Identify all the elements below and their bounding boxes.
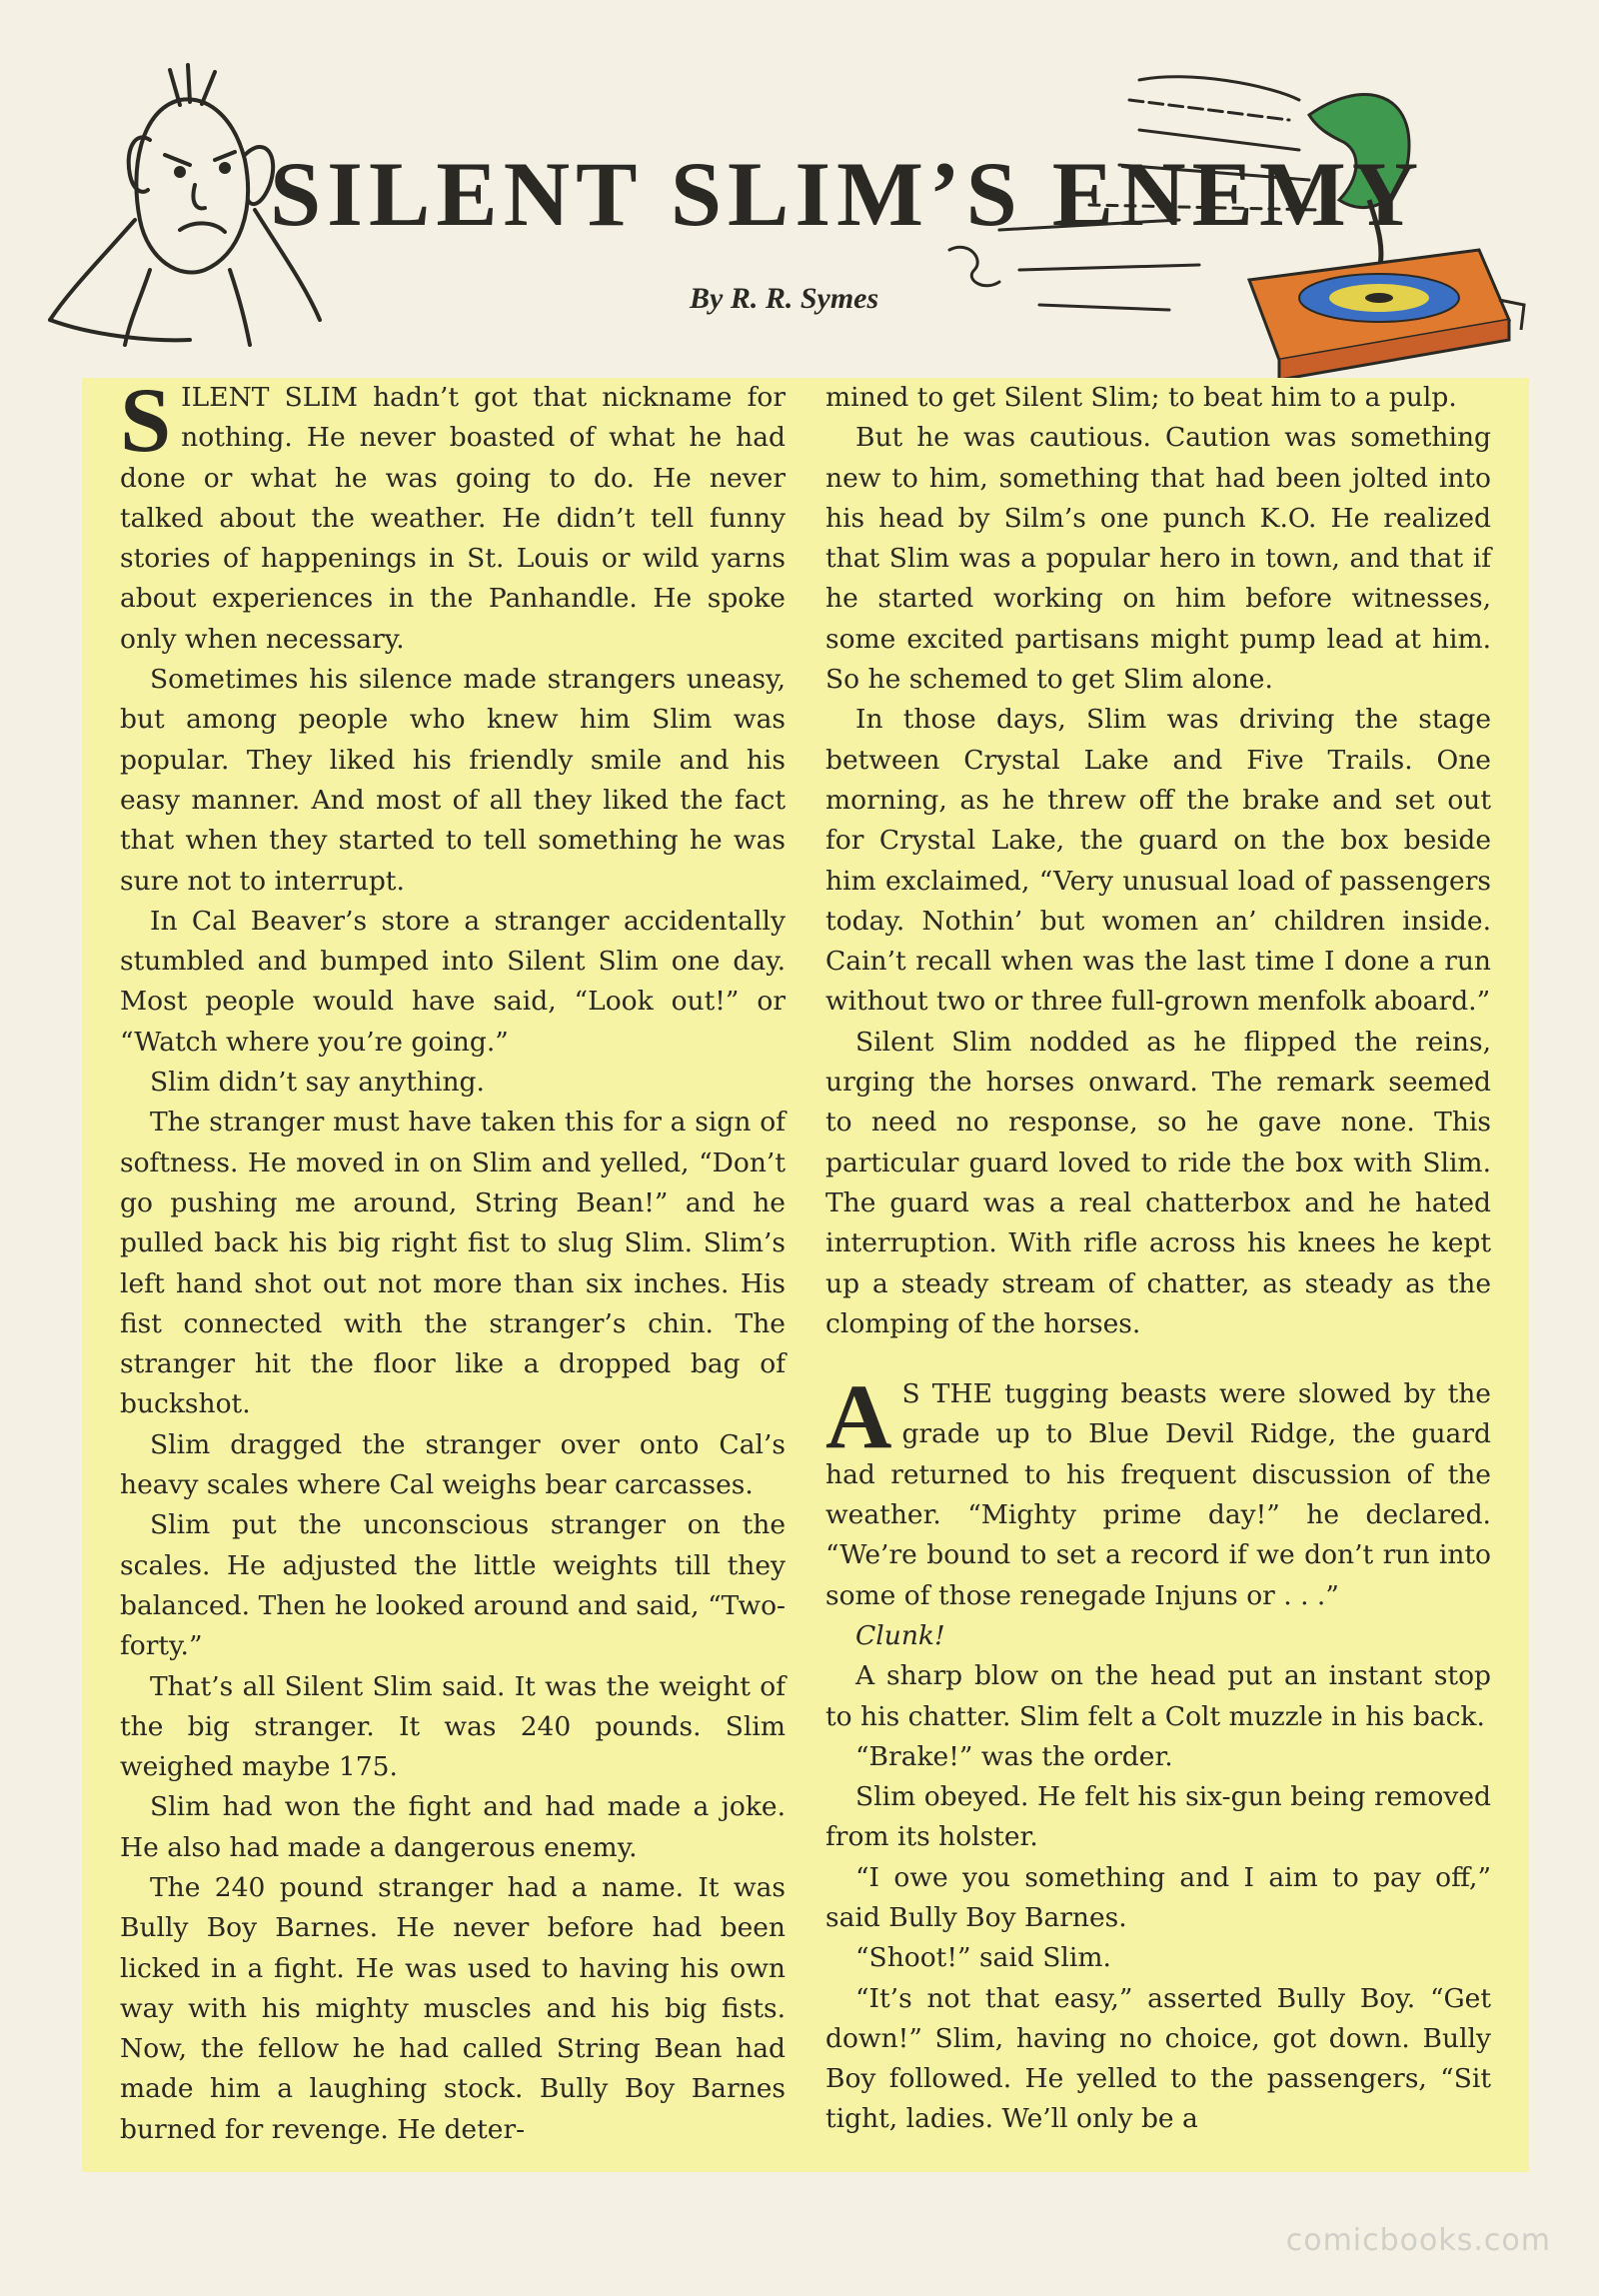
paragraph-text: But he was cautious. Caution was something new to him, something that had been jolted into his head by Silm’s one punch K.O. He realized that Slim was a popular hero in town, and that if he started working on him before witnesses, some excited partisans might pump lead at him. So he schemed to get Slim alone. [825,422,1491,696]
paragraph [825,1023,1491,1344]
paragraph [120,1063,786,1103]
drop-cap: A [825,1365,892,1468]
paragraph-text: Sometimes his silence made strangers uneasy, but among people who knew him Slim was popular. They liked his friendly smile and his easy manner. And most of all they liked the fact that when they started to tell something he was sure not to interrupt. [120,664,786,897]
site-watermark: comicbooks.com [1285,2223,1551,2258]
paragraph [120,1868,786,2150]
paragraph [825,1777,1491,1858]
paragraph [120,902,786,1063]
paragraph-text: The 240 pound stranger had a name. It was Bully Boy Barnes. He never before had been licked in a fight. He was used to having his own way with his mighty muscles and his big fists. Now, the fellow he had called String Bean had made him a laughing stock. Bully Boy Barnes burned for revenge. He deter- [120,1871,786,2145]
paragraph [825,1616,1491,1656]
paragraph [825,378,1491,418]
paragraph-text: Slim put the unconscious stranger on the scales. He adjusted the little weights till they balanced. Then he looked around and said, “Two-forty.” [120,1509,786,1662]
paragraph [825,1858,1491,1939]
paragraph-text: Slim didn’t say anything. [150,1067,485,1099]
paragraph-text: That’s all Silent Slim said. It was the weight of the big stranger. It was 240 pounds. Slim weighed maybe 175. [120,1670,786,1783]
paragraph-text: “Brake!” was the order. [855,1740,1173,1772]
paragraph [825,1979,1491,2140]
paragraph-text: ILENT SLIM hadn’t got that nickname for nothing. He never boasted of what he had done or what he was going to do. He never talked about the weather. He didn’t tell funny stories of happenings in St. Louis or wild yarns about experiences in the Panhandle. He spoke only when necessary. [120,382,786,655]
story-title: SILENT SLIM’S ENEMY [270,143,1425,245]
paragraph [120,660,786,902]
paragraph-text: S THE tugging beasts were slowed by the grade up to Blue Devil Ridge, the guard had returned to his frequent discussion of the weather. “Mighty prime day!” he declared. “We’re bound to set a record if we don’t run into some of those renegade Injuns or . . .” [825,1378,1491,1611]
paragraph [825,1737,1491,1777]
paragraph-text: “I owe you something and I aim to pay off,” said Bully Boy Barnes. [825,1861,1491,1933]
paragraph [120,1505,786,1666]
paragraph-text: Clunk! [855,1619,945,1651]
paragraph-text: mined to get Silent Slim; to beat him to a pulp. [825,382,1457,413]
paragraph [825,700,1491,1022]
article-column-right [825,378,1491,2172]
author-byline: By R. R. Symes [690,282,879,315]
article-column-left [120,369,786,2172]
paragraph-text: The stranger must have taken this for a sign of softness. He moved in on Slim and yelled, “Don’t go pushing me around, String Bean!” and he pulled back his big right fist to slug Slim. Slim’s left hand shot out not more than six inches. His fist connected with the stranger’s chin. The stranger hit the floor like a dropped bag of buckshot. [120,1107,786,1420]
paragraph [825,1938,1491,1978]
paragraph-text: Silent Slim nodded as he flipped the reins, urging the horses onward. The remark seemed to need no response, so he gave none. This particular guard loved to ride the box with Slim. The guard was a real chatterbox and he hated interruption. With rifle across his knees he kept up a steady stream of chatter, as steady as the clomping of the horses. [825,1026,1491,1339]
paragraph [120,1103,786,1424]
paragraph [825,1656,1491,1737]
paragraph [120,369,786,660]
paragraph-text: “It’s not that easy,” asserted Bully Boy. “Get down!” Slim, having no choice, got down. Bully Boy followed. He yelled to the passengers, “Sit tight, ladies. We’ll only be a [825,1982,1491,2135]
paragraph [120,1425,786,1506]
paragraph-text: “Shoot!” said Slim. [855,1942,1111,1974]
article-body [82,369,1529,2172]
paragraph-text: Slim obeyed. He felt his six-gun being removed from its holster. [825,1781,1491,1853]
paragraph [825,1365,1491,1616]
paragraph [120,1787,786,1868]
drop-cap: S [120,369,172,471]
paragraph [825,418,1491,700]
paragraph-text: Slim dragged the stranger over onto Cal’s heavy scales where Cal weighs bear carcasses. [120,1428,786,1501]
paragraph [120,1667,786,1788]
paragraph-text: Slim had won the fight and had made a joke. He also had made a dangerous enemy. [120,1791,786,1863]
paragraph-text: In those days, Slim was driving the stage between Crystal Lake and Five Trails. One morning, as he threw off the brake and set out for Crystal Lake, the guard on the box beside him exclaimed, “Very unusual load of passengers today. Nothin’ but women an’ children inside. Cain’t recall when was the last time I done a run without two or three full-grown menfolk aboard.” [825,704,1491,1018]
paragraph-text: A sharp blow on the head put an instant stop to his chatter. Slim felt a Colt muzzle in his back. [825,1660,1491,1732]
paragraph-text: In Cal Beaver’s store a stranger accidentally stumbled and bumped into Silent Slim one day. Most people would have said, “Look out!” or “Watch where you’re going.” [120,905,786,1058]
